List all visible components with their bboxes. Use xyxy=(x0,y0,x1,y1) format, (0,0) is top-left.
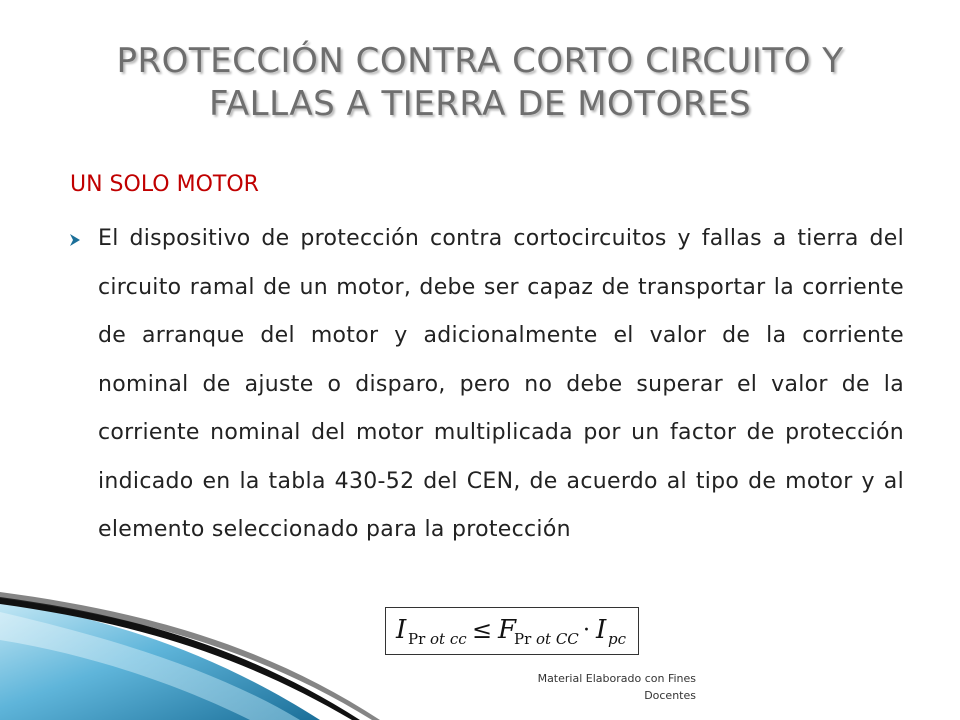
formula-operator: · xyxy=(583,618,590,643)
formula-relation: ≤ xyxy=(472,616,493,644)
formula-factor-subscript-italic: ot CC xyxy=(536,630,579,648)
formula-lhs-symbol: I xyxy=(396,615,407,645)
footer-line-1: Material Elaborado con Fines xyxy=(537,672,696,685)
footer-note xyxy=(480,670,696,704)
formula-current-subscript: pc xyxy=(608,630,627,648)
formula-lhs-subscript-upright: Pr xyxy=(408,630,426,648)
body-paragraph: El dispositivo de protección contra cortocircuitos y fallas a tierra del circuito ramal de un motor, debe ser capaz de transportar la corriente de arranque del motor y adicionalmente el valor de la corriente nominal de ajuste o disparo, pero no debe superar el valor de la corriente nominal del motor multiplicada por un factor de protección indicado en la tabla 430-52 del CEN, de acuerdo al tipo de motor y al elemento seleccionado para la protección xyxy=(98,226,904,542)
formula-lhs-subscript-italic: ot cc xyxy=(430,630,467,648)
protection-formula xyxy=(385,607,639,655)
formula-current-symbol: I xyxy=(596,615,607,645)
section-subheading: UN SOLO MOTOR xyxy=(70,172,259,197)
formula-factor-subscript-upright: Pr xyxy=(514,630,532,648)
footer-line-2: Docentes xyxy=(644,689,696,702)
formula-graphic xyxy=(386,608,637,653)
formula-factor-symbol: F xyxy=(498,615,517,645)
slide-title: PROTECCIÓN CONTRA CORTO CIRCUITO Y FALLAS A TIERRA DE MOTORES xyxy=(116,41,844,124)
arrow-bullet-icon xyxy=(68,232,82,251)
